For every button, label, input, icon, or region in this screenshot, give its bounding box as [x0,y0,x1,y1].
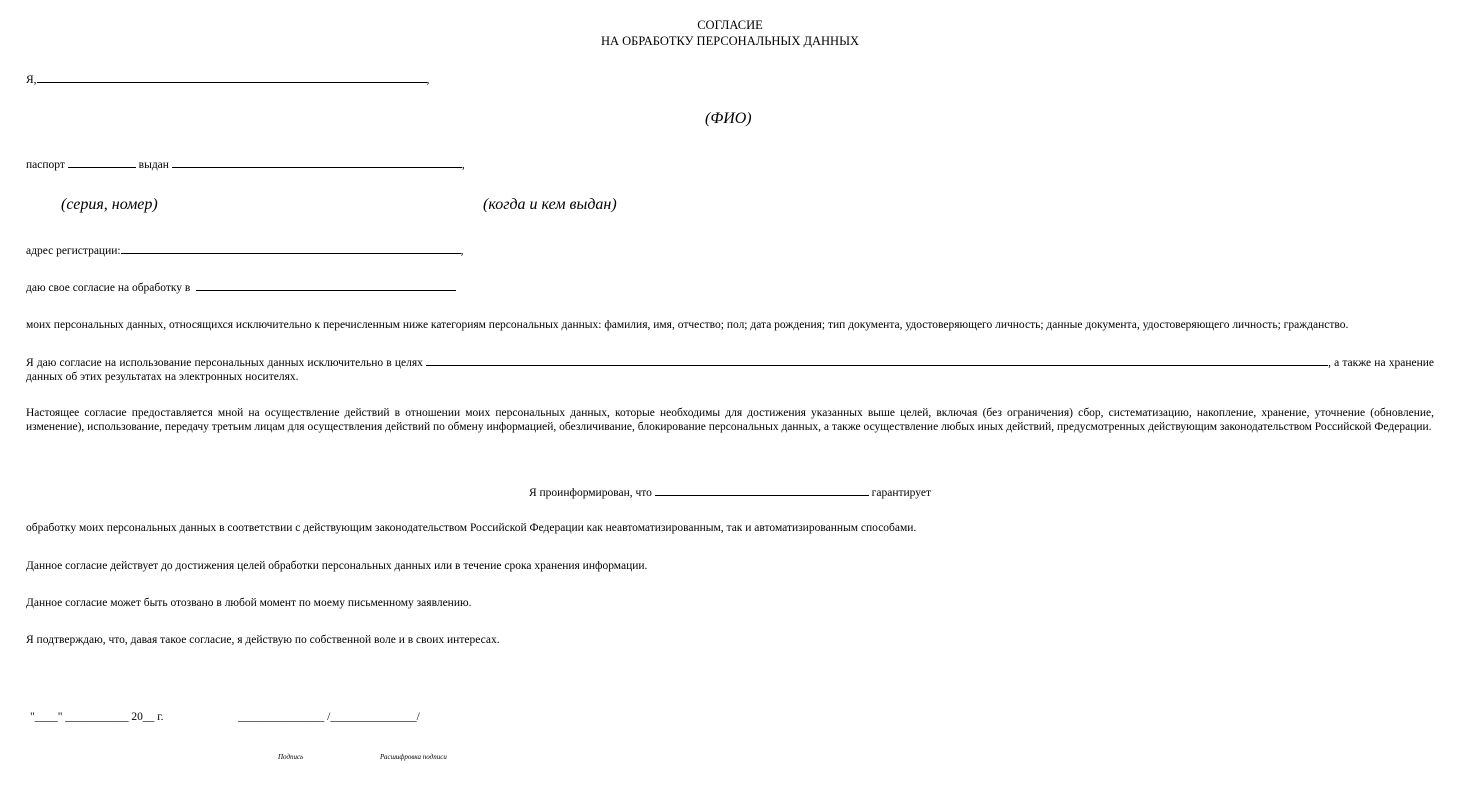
passport-line [26,157,465,171]
passport-label: паспорт [26,159,65,171]
fio-hint: (ФИО) [705,110,752,127]
purpose-suffix: , а также на хранение данных об этих результатах на электронных носителях. [26,357,1435,383]
address-label: адрес регистрации: [26,245,121,257]
fio-line [26,72,429,86]
purpose-paragraph [26,355,1434,384]
document-title-line2: НА ОБРАБОТКУ ПЕРСОНАЛЬНЫХ ДАННЫХ [600,34,860,48]
passport-series-hint: (серия, номер) [61,196,158,213]
signature-decode-hint: Расшифровка подписи [380,753,447,761]
date-field[interactable]: "____" ___________ 20__ г. [30,711,164,723]
fio-field[interactable] [37,72,427,83]
informed-suffix: гарантирует [871,487,931,499]
passport-number-field[interactable] [68,157,136,168]
purpose-prefix: Я даю согласие на использование персональных данных исключительно в целях [26,357,423,369]
informed-prefix: Я проинформирован, что [528,487,652,499]
categories-text: моих персональных данных, относящихся исключительно к перечисленным ниже категориям персональных данных: фамилия, имя, отчество; пол; дата рождения; тип документа, удостоверяющего личность; данные документа, удостоверяющего личность; гражданство. [26,319,1349,331]
consent-to-line [26,280,456,294]
fio-suffix: , [426,74,430,86]
fio-prefix: Я, [26,74,37,86]
purpose-field[interactable] [426,355,1328,366]
informed-line [0,485,1460,499]
passport-suffix: , [461,159,465,171]
passport-issued-hint: (когда и кем выдан) [483,196,617,213]
issued-label: выдан [138,159,169,171]
revoke-text: Данное согласие может быть отозвано в любой момент по моему письменному заявлению. [26,597,472,609]
passport-issued-field[interactable] [172,157,462,168]
signature-hint: Подпись [278,753,304,761]
actions-paragraph: Настоящее согласие предоставляется мной на осуществление действий в отношении моих персональных данных, которые необходимы для достижения указанных выше целей, включая (без ограничения) сбор, систематизацию, накопление, хранение, уточнение (обновление, изменение), использование, передачу третьим лицам для осуществления действий по обмену информацией, обезличивание, блокирование персональных данных, а также осуществление любых иных действий, предусмотренных действующим законодательством Российской Федерации. [26,407,1434,433]
signature-field[interactable]: _______________ /_______________/ [238,711,420,723]
confirm-text: Я подтверждаю, что, давая такое согласие, я действую по собственной воле и в своих интересах. [26,634,500,646]
address-suffix: , [460,245,464,257]
document-title-line1: СОГЛАСИЕ [697,18,763,32]
consent-to-label: даю свое согласие на обработку в [26,282,191,294]
processing-text: обработку моих персональных данных в соответствии с действующим законодательством Российской Федерации как неавтоматизированным, так и автоматизированным способами. [26,522,917,534]
validity-text: Данное согласие действует до достижения целей обработки персональных данных или в течение срока хранения информации. [26,560,648,572]
address-line [26,243,463,257]
address-field[interactable] [121,243,461,254]
informed-operator-field[interactable] [655,485,869,496]
operator-field[interactable] [196,280,456,291]
